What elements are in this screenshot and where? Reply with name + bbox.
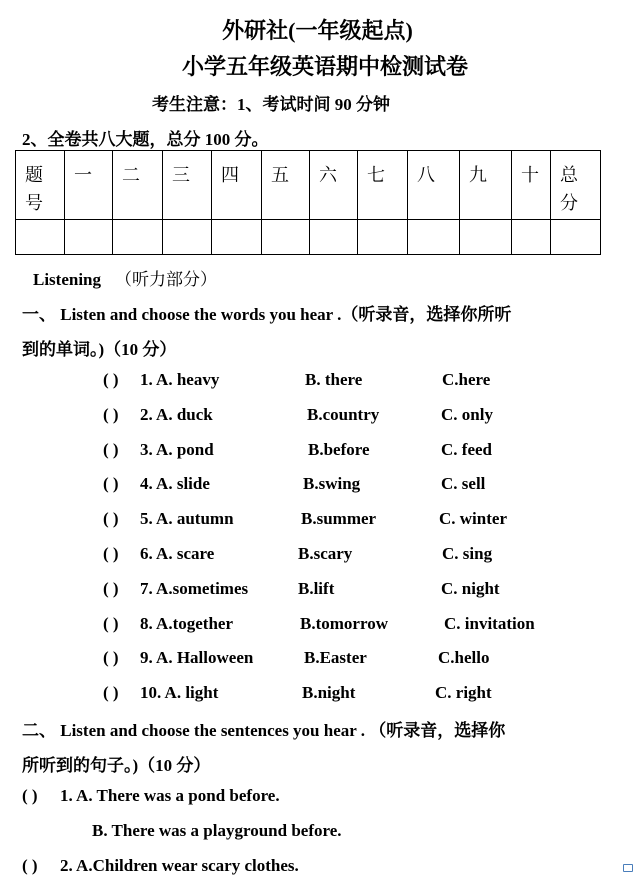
option-a: 2. A. duck [140,404,213,424]
score-cell[interactable] [163,220,212,255]
option-a: 4. A. slide [140,474,210,494]
option-c: C. invitation [444,613,535,633]
answer-blank[interactable]: ( ) [103,544,119,563]
score-cell[interactable] [460,220,512,255]
option-b: B.swing [303,474,361,494]
notice-line-1: 考生注意：1、考试时间 90 分钟 [152,95,390,114]
score-table-header-row [16,151,601,220]
option-b: B.tomorrow [300,613,388,633]
option-a: 5. A. autumn [140,509,234,529]
answer-blank[interactable]: ( ) [103,404,119,424]
score-cell[interactable] [512,220,551,255]
listening-heading: Listening （听力部分） [33,270,218,289]
option-b: B.before [308,439,370,459]
section2-question-1: ( ) 1. A. There was a pond before. [22,786,280,805]
option-c: C. feed [441,439,492,459]
option-a: 10. A. light [140,683,219,703]
answer-blank[interactable]: ( ) [103,648,119,668]
header-cell: 九 [460,151,512,220]
header-cell: 六 [310,151,358,220]
option-b: B.lift [298,578,335,598]
answer-blank[interactable]: ( ) [103,370,119,389]
score-cell[interactable] [358,220,408,255]
exam-subtitle: 小学五年级英语期中检测试卷 [181,54,468,79]
option-c: C. only [441,404,493,424]
answer-blank[interactable]: ( ) [22,786,38,805]
header-cell: 二 [113,151,163,220]
answer-blank[interactable]: ( ) [103,613,119,633]
section1-instruction-line1: 一、 Listen and choose the words you hear .（听录音，选择你所听 [22,305,512,324]
option-a: 3. A. pond [140,439,214,459]
header-cell: 题号 [16,151,65,220]
answer-blank[interactable]: ( ) [22,856,38,875]
score-cell[interactable] [113,220,163,255]
option-a: 1. A. heavy [140,370,220,389]
option-b: B.country [307,404,380,424]
section2-instruction-line2: 所听到的句子。)（10 分） [22,756,211,775]
section2-question-1-option-b: B. There was a playground before. [92,821,342,840]
option-c: C. right [435,683,492,703]
header-cell: 十 [512,151,551,220]
option-b: B.Easter [304,648,367,668]
answer-blank[interactable]: ( ) [103,474,119,494]
header-cell: 八 [408,151,460,220]
score-cell[interactable] [262,220,310,255]
option-c: C.here [442,370,491,389]
option-a: 7. A.sometimes [140,578,249,598]
answer-blank[interactable]: ( ) [103,683,119,703]
score-cell[interactable] [65,220,113,255]
option-b: B.scary [298,544,353,563]
score-cell[interactable] [551,220,601,255]
answer-blank[interactable]: ( ) [103,509,119,529]
header-cell: 五 [262,151,310,220]
option-c: C. night [441,578,500,598]
option-a: 9. A. Halloween [140,648,254,668]
option-b: B.night [302,683,356,703]
score-table-entry-row [16,220,601,255]
answer-blank[interactable]: ( ) [103,578,119,598]
score-cell[interactable] [408,220,460,255]
section2-instruction-line1: 二、 Listen and choose the sentences you hear . （听录音，选择你 [22,721,506,740]
score-cell[interactable] [310,220,358,255]
option-a: 8. A.together [140,613,234,633]
option-b: B.summer [301,509,377,529]
option-b: B. there [305,370,363,389]
notice-line-2: 2、全卷共八大题，总分 100 分。 [22,130,269,149]
score-cell[interactable] [16,220,65,255]
header-cell: 七 [358,151,408,220]
option-c: C. sell [441,474,486,494]
option-c: C. winter [439,509,507,529]
option-c: C.hello [438,648,490,668]
header-cell: 总分 [551,151,601,220]
header-cell: 三 [163,151,212,220]
header-cell: 一 [65,151,113,220]
section1-instruction-line2: 到的单词。)（10 分） [22,340,177,359]
answer-blank[interactable]: ( ) [103,439,119,459]
section2-question-2: ( ) 2. A.Children wear scary clothes. [22,856,299,875]
exam-title: 外研社(一年级起点) [222,18,413,43]
score-cell[interactable] [212,220,262,255]
option-a: 6. A. scare [140,544,215,563]
header-cell: 四 [212,151,262,220]
score-table [15,150,601,255]
page-corner-icon [623,864,633,872]
option-c: C. sing [442,544,493,563]
